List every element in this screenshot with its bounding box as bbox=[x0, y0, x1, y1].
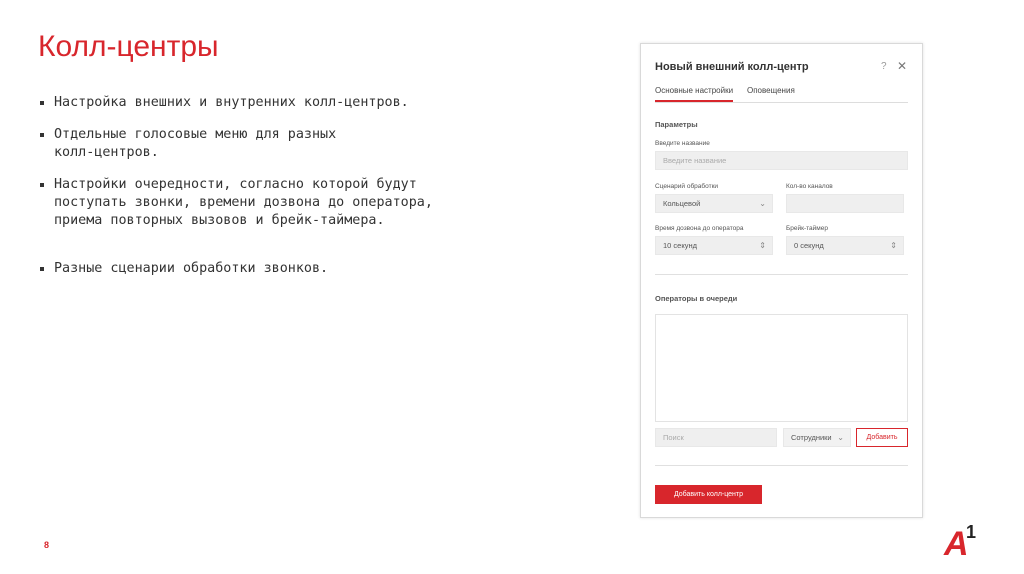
channels-label: Кол-во каналов bbox=[786, 183, 833, 190]
list-item: Настройка внешних и внутренних колл-центров. bbox=[38, 94, 598, 112]
scenario-label: Сценарий обработки bbox=[655, 183, 719, 190]
channels-input[interactable] bbox=[786, 194, 904, 213]
logo-letter: A bbox=[944, 525, 969, 563]
close-icon[interactable]: ✕ bbox=[897, 59, 908, 73]
params-section-title: Параметры bbox=[655, 120, 698, 129]
operators-section-title: Операторы в очереди bbox=[655, 294, 738, 303]
tabs-divider bbox=[655, 102, 908, 103]
dialog-title: Новый внешний колл-центр bbox=[655, 61, 809, 73]
scenario-select[interactable] bbox=[655, 194, 773, 213]
break-timer-value: 0 секунд bbox=[794, 241, 824, 250]
slide-title: Колл-центры bbox=[38, 30, 219, 63]
feature-list bbox=[38, 94, 598, 292]
active-tab-indicator bbox=[655, 100, 733, 102]
add-call-center-button[interactable]: Добавить колл-центр bbox=[655, 485, 762, 504]
operators-queue-list[interactable] bbox=[655, 314, 908, 422]
list-item: Разные сценарии обработки звонков. bbox=[38, 260, 598, 278]
tab-notifications[interactable]: Оповещения bbox=[747, 86, 795, 95]
section-divider bbox=[655, 274, 908, 275]
new-call-center-dialog bbox=[640, 43, 923, 518]
footer-divider bbox=[655, 465, 908, 466]
list-item: Отдельные голосовые меню для разных колл-центров. bbox=[38, 126, 598, 162]
search-input[interactable]: Поиск bbox=[655, 428, 777, 447]
break-timer-stepper[interactable] bbox=[786, 236, 904, 255]
add-operator-button[interactable]: Добавить bbox=[856, 428, 908, 447]
employees-select-value: Сотрудники bbox=[791, 433, 832, 442]
a1-logo bbox=[944, 522, 980, 562]
scenario-value: Кольцевой bbox=[663, 199, 701, 208]
name-input[interactable]: Введите название bbox=[655, 151, 908, 170]
dial-time-value: 10 секунд bbox=[663, 241, 697, 250]
break-timer-label: Брейк-таймер bbox=[786, 225, 828, 232]
list-item: Настройки очередности, согласно которой будут поступать звонки, времени дозвона до оператора, приема повторных вызовов и брейк-таймера. bbox=[38, 176, 598, 230]
dial-time-stepper[interactable] bbox=[655, 236, 773, 255]
logo-superscript: 1 bbox=[966, 522, 977, 542]
chevron-down-icon: ⌄ bbox=[759, 199, 766, 208]
stepper-arrows-icon: ⇕ bbox=[890, 241, 897, 250]
help-icon[interactable]: ? bbox=[881, 61, 887, 72]
stepper-arrows-icon: ⇕ bbox=[759, 241, 766, 250]
tab-basic-settings[interactable]: Основные настройки bbox=[655, 86, 734, 95]
page-number: 8 bbox=[44, 540, 50, 550]
chevron-down-icon: ⌄ bbox=[837, 433, 844, 442]
dial-time-label: Время дозвона до оператора bbox=[655, 225, 744, 232]
name-label: Введите название bbox=[655, 140, 710, 147]
employees-select[interactable] bbox=[783, 428, 851, 447]
